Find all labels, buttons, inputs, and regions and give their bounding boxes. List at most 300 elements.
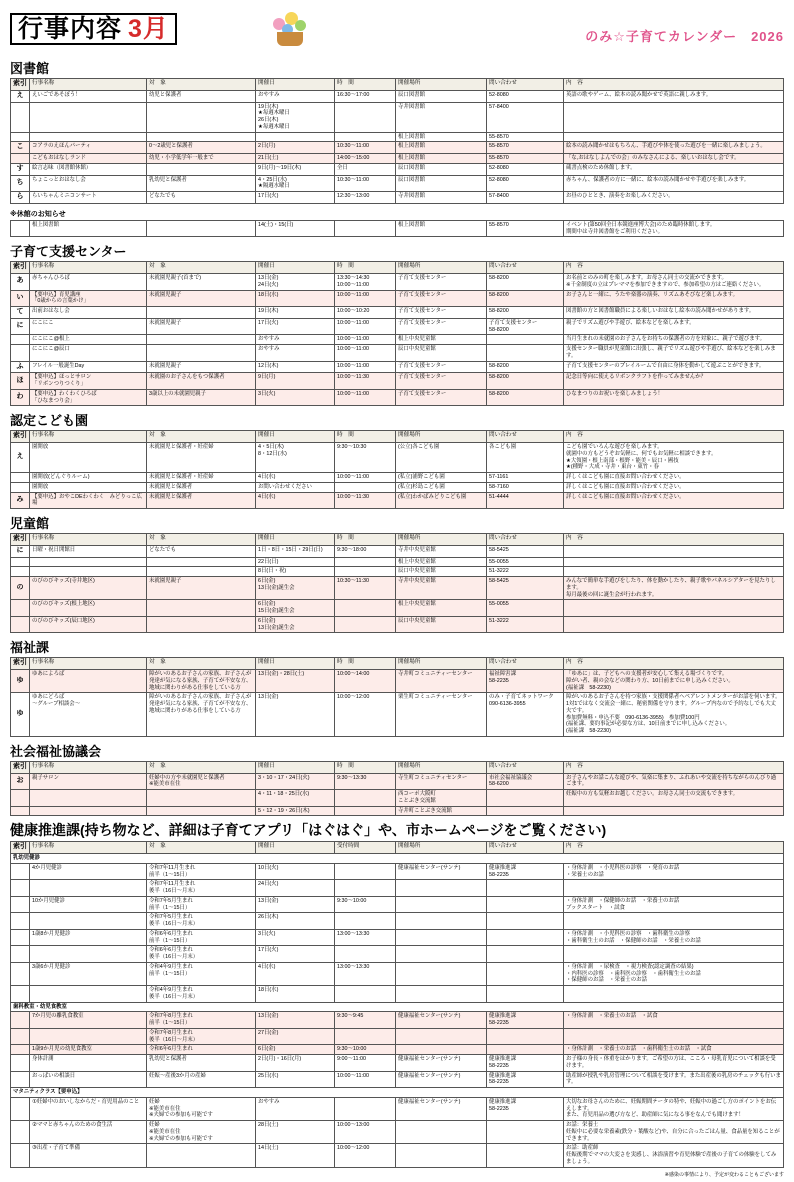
table-row bbox=[11, 929, 784, 946]
col-date: 開催日 bbox=[256, 761, 335, 773]
cell-contact bbox=[487, 1121, 564, 1144]
cell-contact bbox=[487, 345, 564, 362]
cell-target bbox=[147, 567, 256, 577]
cell-index bbox=[11, 1055, 30, 1072]
cell-date: 13日(金) bbox=[256, 693, 335, 737]
table-row bbox=[11, 986, 784, 1003]
cell-contact: 健康推進課 58-2235 bbox=[487, 863, 564, 880]
cell-date: 24日(火) bbox=[256, 880, 335, 897]
cell-target bbox=[147, 220, 256, 237]
cell-contact: 58-5425 bbox=[487, 577, 564, 600]
cell-event-name: にこにこ@辰口 bbox=[30, 345, 147, 362]
cell-place: 根上中央児童館 bbox=[396, 335, 487, 345]
cell-event-name: 園開放 bbox=[30, 443, 147, 473]
cell-time: 9:30～18:00 bbox=[335, 545, 396, 557]
col-date: 開催日 bbox=[256, 534, 335, 546]
cell-contact: のみ・子育てネットワーク 090-6136-3955 bbox=[487, 693, 564, 737]
cell-index bbox=[11, 335, 30, 345]
cell-place: 健康福祉センター(サンテ) bbox=[396, 1012, 487, 1029]
col-name: 行事名称 bbox=[30, 658, 147, 670]
cell-date: 9日(月)～19日(木) bbox=[256, 163, 335, 175]
table-header-row bbox=[11, 658, 784, 670]
cell-place bbox=[396, 1028, 487, 1045]
footer-note: ※感染の事情により、予定が変わることもございます bbox=[664, 1171, 784, 1178]
cell-target bbox=[147, 790, 256, 807]
cell-index bbox=[11, 806, 30, 816]
cell-place: (私立)浦野こども園 bbox=[396, 473, 487, 483]
cell-time: 10:00～11:00 bbox=[335, 318, 396, 335]
cell-contact: 健康推進課 58-2235 bbox=[487, 1055, 564, 1072]
cell-event-name: 【要申込】ほっとサロン 「リボンつりつくり」 bbox=[30, 373, 147, 390]
col-idx: 索引 bbox=[11, 79, 30, 91]
cell-target: 未就園児親子 bbox=[147, 361, 256, 373]
cell-index: の bbox=[11, 577, 30, 600]
cell-place: 西コーポ大阪町 ことぶき交流館 bbox=[396, 790, 487, 807]
cell-place bbox=[396, 896, 487, 913]
cell-time: 10:00～14:00 bbox=[335, 670, 396, 693]
cell-index bbox=[11, 220, 30, 237]
table-row bbox=[11, 492, 784, 509]
cell-time bbox=[335, 790, 396, 807]
cell-note: イベント(第50回全日本競進座博大会)のため臨時休館します。 期間中は寺井図書館をご利用ください。 bbox=[564, 220, 784, 237]
col-time: 時 間 bbox=[335, 534, 396, 546]
cell-place: 子育て支援センター bbox=[396, 274, 487, 291]
cell-event-name: 出前おはなし会 bbox=[30, 307, 147, 319]
cell-index: ら bbox=[11, 192, 30, 204]
cell-place: 子育て支援センター bbox=[396, 361, 487, 373]
cell-index bbox=[11, 1071, 30, 1088]
cell-event-name bbox=[30, 880, 147, 897]
cell-contact: 58-7160 bbox=[487, 482, 564, 492]
cell-time: 13:00～13:30 bbox=[335, 929, 396, 946]
cell-date: 9日(月) bbox=[256, 373, 335, 390]
cell-contact bbox=[487, 880, 564, 897]
cell-time bbox=[335, 880, 396, 897]
cell-contact: 52-8080 bbox=[487, 90, 564, 102]
cell-note: 詳しくはこども園に直接お問い合わせください。 bbox=[564, 482, 784, 492]
table-row bbox=[11, 389, 784, 406]
cell-event-name bbox=[30, 132, 147, 142]
cell-contact: 51-4444 bbox=[487, 492, 564, 509]
cell-contact: 健康推進課 58-2235 bbox=[487, 1097, 564, 1120]
cell-event-name: 身体計測 bbox=[30, 1055, 147, 1072]
cell-index bbox=[11, 132, 30, 142]
col-time: 時 間 bbox=[335, 431, 396, 443]
cell-note bbox=[564, 132, 784, 142]
cell-index bbox=[11, 1144, 30, 1167]
cell-event-name: 日曜・祝日開館日 bbox=[30, 545, 147, 557]
cell-time bbox=[335, 600, 396, 617]
cell-event-name bbox=[30, 946, 147, 963]
cell-contact: 57-8400 bbox=[487, 192, 564, 204]
cell-event-name: 3歳6か月児健診 bbox=[30, 962, 147, 985]
cell-place: 寺井図書館 bbox=[396, 192, 487, 204]
cell-contact: 55-0055 bbox=[487, 600, 564, 617]
cell-index bbox=[11, 345, 30, 362]
cell-contact: 58-8200 bbox=[487, 274, 564, 291]
table-row bbox=[11, 806, 784, 816]
cell-place: 健康福祉センター(サンテ) bbox=[396, 863, 487, 880]
cell-index: え bbox=[11, 90, 30, 102]
cell-note: 障がいのあるお子さんを持つ家族・支援関係者へペアレントメンターがお話を伺います。 1対1ではなく交流会一緒に、秘密関係を守ります。グループ内なので予約なしでも大丈夫です。 参加費無料・申込不要 090-6136-3955) 参加費100円 (福祉課、要約事記が必要な方は、10日前までに申し込みください。 (福祉課 58-2230) bbox=[564, 693, 784, 737]
cell-note: 記念日等向に使えるリボンクラフトを作ってみませんか？ bbox=[564, 373, 784, 390]
col-place: 開催場所 bbox=[396, 761, 487, 773]
table-row bbox=[11, 863, 784, 880]
cell-note: お子さんと一緒に、うたや楽器の演奏、リズムあそびなど楽しみます。 bbox=[564, 290, 784, 307]
table-row bbox=[11, 290, 784, 307]
cell-place: 辰口中央児童館 bbox=[396, 616, 487, 633]
table-row bbox=[11, 896, 784, 913]
cell-event-name: 赤ちゃんひろば bbox=[30, 274, 147, 291]
cell-contact: 55-8570 bbox=[487, 132, 564, 142]
cell-time: 10:00～11:00 bbox=[335, 1071, 396, 1088]
section-title-support-center: 子育て支援センター bbox=[10, 244, 127, 260]
cell-date: 1日・8日・15日・29日(日) bbox=[256, 545, 335, 557]
table-body-closure bbox=[11, 220, 784, 237]
table-row bbox=[11, 880, 784, 897]
cell-time: 13:30～14:30 10:00～11:00 bbox=[335, 274, 396, 291]
cell-time: 9:30～10:00 bbox=[335, 1045, 396, 1055]
cell-time: 10:30～11:00 bbox=[335, 142, 396, 154]
cell-time bbox=[335, 567, 396, 577]
cell-date: 8日(日・祝) bbox=[256, 567, 335, 577]
table-row bbox=[11, 318, 784, 335]
col-name: 行事名称 bbox=[30, 262, 147, 274]
cell-place: 寺井図書館 bbox=[396, 102, 487, 132]
cell-note: お話：助産師 妊娠後期でママの大変さを実感し、沐浴演習や育児体験で産後の子育ての体験をしてみましょう。 bbox=[564, 1144, 784, 1167]
col-place: 開催場所 bbox=[396, 658, 487, 670]
cell-place bbox=[396, 962, 487, 985]
cell-event-name: 4か月児健診 bbox=[30, 863, 147, 880]
cell-place: 辰口図書館 bbox=[396, 175, 487, 192]
page-header bbox=[10, 8, 784, 54]
page-title-month: 3月 bbox=[128, 15, 169, 43]
cell-contact: 55-8570 bbox=[487, 142, 564, 154]
table-row bbox=[11, 345, 784, 362]
cell-place bbox=[396, 1045, 487, 1055]
cell-date: 18日(水) bbox=[256, 986, 335, 1003]
cell-target bbox=[147, 600, 256, 617]
cell-contact bbox=[487, 335, 564, 345]
cell-target bbox=[147, 557, 256, 567]
cell-target: 令和4年9月生まれ 前半（1～15日） bbox=[147, 962, 256, 985]
cell-note bbox=[564, 1028, 784, 1045]
table-row bbox=[11, 1055, 784, 1072]
cell-index bbox=[11, 946, 30, 963]
table-row bbox=[11, 1144, 784, 1167]
cell-place bbox=[396, 1144, 487, 1167]
cell-target: 妊婦 ※能美市在住 ※夫婦での参加も可能です bbox=[147, 1097, 256, 1120]
cell-place: 健康福祉センター(サンテ) bbox=[396, 1055, 487, 1072]
cell-index bbox=[11, 790, 30, 807]
col-time: 時 間 bbox=[335, 79, 396, 91]
cell-contact: 福祉障害課 58-2235 bbox=[487, 670, 564, 693]
cell-contact bbox=[487, 913, 564, 930]
table-row bbox=[11, 473, 784, 483]
cell-contact bbox=[487, 946, 564, 963]
table-body-welfare bbox=[11, 670, 784, 737]
cell-date: 6日(金) bbox=[256, 1045, 335, 1055]
table-row bbox=[11, 1121, 784, 1144]
table-row bbox=[11, 361, 784, 373]
cell-index bbox=[11, 986, 30, 1003]
cell-event-name bbox=[30, 806, 147, 816]
table-row bbox=[11, 163, 784, 175]
cell-index bbox=[11, 1121, 30, 1144]
cell-event-name: コアラのえほんパーティ bbox=[30, 142, 147, 154]
cell-event-name: 園開放(どんぐりルーム) bbox=[30, 473, 147, 483]
section-title-jidoukan: 児童館 bbox=[10, 516, 50, 531]
cell-time: 10:30～11:00 bbox=[335, 175, 396, 192]
cell-date: 4・5日(木) 8・12日(水) bbox=[256, 443, 335, 473]
cell-note: 「ゆあに」は、子どもへの支援者が安心して集える場づくりです。 障がい者、親の会などの関わり方、10日前までに申し込みください。 (福祉課 58-2230) bbox=[564, 670, 784, 693]
cell-event-name: ①妊婦中のおいしなからだ・育児用品のこと bbox=[30, 1097, 147, 1120]
cell-date: 26日(木) bbox=[256, 913, 335, 930]
group-label: 歯科教室・幼児食教室 bbox=[11, 1002, 784, 1012]
cell-date: 18日(水) bbox=[256, 290, 335, 307]
col-idx: 索引 bbox=[11, 842, 30, 854]
cell-index: に bbox=[11, 545, 30, 557]
col-note: 内 容 bbox=[564, 79, 784, 91]
table-row bbox=[11, 567, 784, 577]
cell-target: 妊娠～産後3か月の産婦 bbox=[147, 1071, 256, 1088]
cell-note: お子さんやお話こんな遊びや、気楽に集まり、ふれあいや交流を持ちながらのんびり過ごます。 bbox=[564, 773, 784, 790]
col-date: 開催日 bbox=[256, 79, 335, 91]
col-target: 対 象 bbox=[147, 658, 256, 670]
cell-index bbox=[11, 1012, 30, 1029]
cell-target: 令和7年8月生まれ 前半（1～15日） bbox=[147, 1012, 256, 1029]
cell-date: 10日(火) bbox=[256, 863, 335, 880]
cell-time: 16:30～17:00 bbox=[335, 90, 396, 102]
cell-note: 図書館の方と図書館職員による楽しいおはなし絵本の読み聞かせがあります。 bbox=[564, 307, 784, 319]
cell-date: 13日(金)・28日(土) bbox=[256, 670, 335, 693]
cell-note: 大切なお母さんのために、妊娠期間テータの特や、妊娠中の過ごし方のポイントをお伝えします。 また、育児用品の選び方など、助産師に気になる事をなんでも聞けます！ bbox=[564, 1097, 784, 1120]
col-idx: 索引 bbox=[11, 431, 30, 443]
cell-target: 未就園児と保護者 bbox=[147, 482, 256, 492]
cell-index: ゆ bbox=[11, 693, 30, 737]
cell-contact bbox=[487, 929, 564, 946]
table-row bbox=[11, 946, 784, 963]
cell-index: に bbox=[11, 318, 30, 335]
cell-date: 2日(月) bbox=[256, 142, 335, 154]
cell-event-name: 1歳9か月児の幼児食教室 bbox=[30, 1045, 147, 1055]
cell-place: 根上図書館 bbox=[396, 142, 487, 154]
cell-note: 当月生まれの未就園のお子さんをお持ちの保護者の方を対象に、親子で遊びます。 bbox=[564, 335, 784, 345]
cell-contact: 子育て支援センター 58-8200 bbox=[487, 318, 564, 335]
cell-index: す bbox=[11, 163, 30, 175]
cell-target: 未就園児親子(首まで) bbox=[147, 274, 256, 291]
cell-contact: 51-3222 bbox=[487, 616, 564, 633]
cell-target bbox=[147, 806, 256, 816]
cell-date: 17日(火) bbox=[256, 318, 335, 335]
table-closure bbox=[10, 220, 784, 238]
group-label: マタニティクラス【要申込】 bbox=[11, 1088, 784, 1098]
cell-date: 12日(木) bbox=[256, 361, 335, 373]
col-contact: 問い合わせ bbox=[487, 761, 564, 773]
section-title-welfare: 福祉課 bbox=[10, 640, 50, 656]
table-row bbox=[11, 790, 784, 807]
table-row bbox=[11, 102, 784, 132]
cell-note: 妊娠中の方も気軽おお越しください。お母さん同士の交流もできます。 bbox=[564, 790, 784, 807]
cell-date: 22日(日) bbox=[256, 557, 335, 567]
cell-time bbox=[335, 220, 396, 237]
cell-date: 3・10・17・24日(火) bbox=[256, 773, 335, 790]
table-row bbox=[11, 90, 784, 102]
cell-event-name: のびのびキッズ(根上地区) bbox=[30, 600, 147, 617]
cell-contact: 52-8080 bbox=[487, 163, 564, 175]
cell-time: 10:00～11:00 bbox=[335, 473, 396, 483]
col-note: 内 容 bbox=[564, 262, 784, 274]
table-group-header bbox=[11, 1088, 784, 1098]
cell-date: 6日(金) 15日(金)誕生会 bbox=[256, 600, 335, 617]
cell-target: 令和4年9月生まれ 後半（16日～月末） bbox=[147, 986, 256, 1003]
cell-event-name: 園開放 bbox=[30, 482, 147, 492]
cell-index: ち bbox=[11, 175, 30, 192]
cell-time: 全日 bbox=[335, 163, 396, 175]
col-idx: 索引 bbox=[11, 761, 30, 773]
table-row bbox=[11, 557, 784, 567]
table-header-row bbox=[11, 842, 784, 854]
cell-place: 子育て支援センター bbox=[396, 290, 487, 307]
page-title bbox=[10, 13, 177, 45]
cell-index: ゆ bbox=[11, 670, 30, 693]
cell-event-name: のびのびキッズ(辰口地区) bbox=[30, 616, 147, 633]
cell-target: 令和7年11月生まれ 前半（1～15日） bbox=[147, 863, 256, 880]
col-place: 開催場所 bbox=[396, 431, 487, 443]
cell-target bbox=[147, 335, 256, 345]
cell-event-name: 親子サロン bbox=[30, 773, 147, 790]
table-council bbox=[10, 761, 784, 817]
table-library bbox=[10, 78, 784, 204]
cell-place: 根上中央児童館 bbox=[396, 600, 487, 617]
table-row bbox=[11, 1045, 784, 1055]
cell-note: 子育て支援センターのプレイルームで自由に身体を動かして遊ぶことができます。 bbox=[564, 361, 784, 373]
cell-time bbox=[335, 1097, 396, 1120]
col-contact: 問い合わせ bbox=[487, 431, 564, 443]
cell-note: ・身体計測 ・小児科医の診察 ・発育のお話 ・栄養士のお話 bbox=[564, 863, 784, 880]
cell-target: 妊婦中の方や未就園児と保護者 ※能美市在住 bbox=[147, 773, 256, 790]
table-row bbox=[11, 1028, 784, 1045]
cell-time: 10:00～10:20 bbox=[335, 307, 396, 319]
cell-date: 2日(月)・16日(月) bbox=[256, 1055, 335, 1072]
cell-date: 13日(金) bbox=[256, 896, 335, 913]
cell-place: 子育て支援センター bbox=[396, 373, 487, 390]
cell-target: 障がいのあるお子さんの家族、お子さんが発達が気になる家族、子育てが不安な方、地域に関わりがある仕事をしている方 bbox=[147, 670, 256, 693]
col-place: 開催場所 bbox=[396, 262, 487, 274]
table-jidoukan bbox=[10, 533, 784, 633]
cell-time: 10:30～11:30 bbox=[335, 577, 396, 600]
cell-time: 9:30～10:30 bbox=[335, 443, 396, 473]
cell-contact: 58-8200 bbox=[487, 389, 564, 406]
flower-icon bbox=[267, 8, 313, 50]
col-note: 内 容 bbox=[564, 534, 784, 546]
col-note: 内 容 bbox=[564, 761, 784, 773]
cell-date: 6日(金) 13日(金)誕生会 bbox=[256, 577, 335, 600]
col-date: 開催日 bbox=[256, 658, 335, 670]
cell-event-name: 【要申込】わくわくひろば 「ひなまつり会」 bbox=[30, 389, 147, 406]
cell-date: 19日(木) ★毎週木曜日 26日(木) ★毎週木曜日 bbox=[256, 102, 335, 132]
cell-index bbox=[11, 929, 30, 946]
col-idx: 索引 bbox=[11, 658, 30, 670]
cell-event-name bbox=[30, 102, 147, 132]
brand-label: のみ☆子育てカレンダー 2026 bbox=[585, 29, 784, 44]
cell-place: 子育て支援センター bbox=[396, 318, 487, 335]
cell-event-name: ②ママと赤ちゃんのための食生活 bbox=[30, 1121, 147, 1144]
cell-date: 25日(水) bbox=[256, 1071, 335, 1088]
cell-note: ・身体計測 ・栄養士のお話 ・試食 bbox=[564, 1012, 784, 1029]
table-health bbox=[10, 841, 784, 1167]
table-row bbox=[11, 616, 784, 633]
cell-place: 健康福祉センター(サンテ) bbox=[396, 1071, 487, 1088]
cell-note: 赤ちゃん、保護者の方に一緒に、絵本の読み聞かせや手遊びを楽しみます。 bbox=[564, 175, 784, 192]
cell-contact bbox=[487, 1045, 564, 1055]
table-row bbox=[11, 773, 784, 790]
col-target: 対 象 bbox=[147, 79, 256, 91]
cell-time bbox=[335, 1028, 396, 1045]
cell-target: 未就園児親子 bbox=[147, 290, 256, 307]
table-row bbox=[11, 132, 784, 142]
cell-index: わ bbox=[11, 389, 30, 406]
table-row bbox=[11, 1097, 784, 1120]
cell-event-name bbox=[30, 567, 147, 577]
cell-index bbox=[11, 154, 30, 164]
table-group-header bbox=[11, 1002, 784, 1012]
cell-contact bbox=[487, 790, 564, 807]
cell-note: お子様の身長・体重をはかります。ご希望の方は、こころ・母乳育児について相談を受けます。 bbox=[564, 1055, 784, 1072]
col-idx: 索引 bbox=[11, 262, 30, 274]
cell-event-name: 【要申込】おやこDEわくわく みどりっこ広場 bbox=[30, 492, 147, 509]
cell-time bbox=[335, 913, 396, 930]
cell-contact: 市社会福祉協議会 58-6200 bbox=[487, 773, 564, 790]
cell-place: 辰口中央児童館 bbox=[396, 345, 487, 362]
cell-note bbox=[564, 557, 784, 567]
cell-contact: 健康推進課 58-2235 bbox=[487, 1012, 564, 1029]
cell-contact bbox=[487, 962, 564, 985]
cell-note: 支援センター職員が児童館に出張し、親子でリズム遊びや手遊び、絵本などを楽しみます。 bbox=[564, 345, 784, 362]
cell-date: 19日(木) bbox=[256, 307, 335, 319]
cell-time: 10:00～13:00 bbox=[335, 1121, 396, 1144]
table-header-row bbox=[11, 761, 784, 773]
cell-place: 栗生町コミュニティーセンター bbox=[396, 693, 487, 737]
cell-index: え bbox=[11, 443, 30, 473]
cell-note bbox=[564, 880, 784, 897]
cell-time: 10:00～11:00 bbox=[335, 389, 396, 406]
cell-place: 子育て支援センター bbox=[396, 389, 487, 406]
table-group-header bbox=[11, 854, 784, 864]
cell-note: 「な,おはなしよんでの会」のみなさんによる、楽しいおはなし会です。 bbox=[564, 154, 784, 164]
cell-contact: 58-8200 bbox=[487, 361, 564, 373]
table-row bbox=[11, 443, 784, 473]
cell-note: ・身体計測 ・栄養士のお話 ・歯科衛生士のお話 ・試食 bbox=[564, 1045, 784, 1055]
cell-time: 10:00～11:00 bbox=[335, 361, 396, 373]
cell-date: おやすみ bbox=[256, 345, 335, 362]
cell-date: 17日(火) bbox=[256, 192, 335, 204]
cell-target: 幼児と保護者 bbox=[147, 90, 256, 102]
cell-place bbox=[396, 913, 487, 930]
cell-index bbox=[11, 1028, 30, 1045]
table-row bbox=[11, 142, 784, 154]
group-label: 乳幼児健診 bbox=[11, 854, 784, 864]
cell-time bbox=[335, 132, 396, 142]
table-welfare bbox=[10, 657, 784, 737]
cell-event-name: えいごであそぼう！ bbox=[30, 90, 147, 102]
table-row bbox=[11, 693, 784, 737]
cell-contact: 52-8080 bbox=[487, 175, 564, 192]
cell-index bbox=[11, 896, 30, 913]
cell-note bbox=[564, 567, 784, 577]
cell-time: 12:30～13:00 bbox=[335, 192, 396, 204]
cell-place: 辰口中央児童館 bbox=[396, 567, 487, 577]
